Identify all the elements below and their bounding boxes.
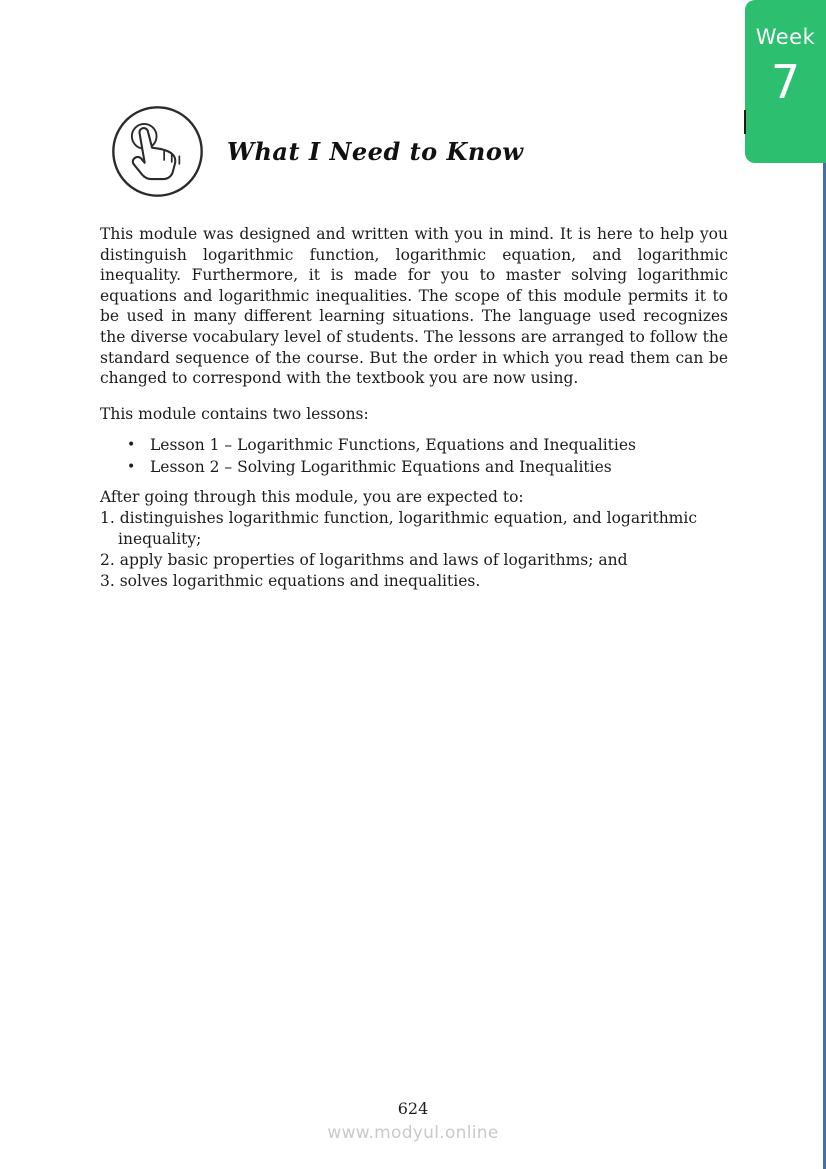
week-label: Week <box>755 25 816 49</box>
badge-left-tick <box>744 110 746 134</box>
week-number: 7 <box>770 55 801 109</box>
objective-item: 1. distinguishes logarithmic function, logarithmic equation, and logarithmic inequality; <box>100 509 698 549</box>
watermark: www.modyul.online <box>327 1123 499 1143</box>
list-item <box>100 457 728 479</box>
bullet-icon: • <box>127 437 136 454</box>
lesson-list <box>100 435 728 478</box>
page-number: 624 <box>397 1099 429 1118</box>
objectives-list <box>100 508 728 592</box>
bullet-icon: • <box>127 458 136 475</box>
objective-item: 3. solves logarithmic equations and inequalities. <box>100 572 481 591</box>
objective-item: 2. apply basic properties of logarithms and laws of logarithms; and <box>100 551 628 570</box>
content <box>100 224 728 592</box>
section-title: What I Need to Know <box>227 137 524 166</box>
hand-tap-icon <box>110 104 205 199</box>
list-item <box>100 435 728 457</box>
week-badge <box>745 0 826 163</box>
lesson-1-label: Lesson 1 – Logarithmic Functions, Equations and Inequalities <box>150 436 636 455</box>
lessons-intro: This module contains two lessons: <box>100 404 369 423</box>
section-header <box>110 104 524 199</box>
lesson-2-label: Lesson 2 – Solving Logarithmic Equations and Inequalities <box>150 457 612 476</box>
objectives-intro: After going through this module, you are expected to: <box>100 488 524 507</box>
intro-paragraph: This module was designed and written with you in mind. It is here to help you distinguish logarithmic function, logarithmic equation, and logarithmic inequality. Furthermore, it is made for you to master solving logarithmic equations and logarithmic inequalities. The scope of this module permits it to be used in many different learning situations. The language used recognizes the diverse vocabulary level of students. The lessons are arranged to follow the standard sequence of the course. But the order in which you read them can be changed to correspond with the textbook you are now using. <box>100 225 728 388</box>
